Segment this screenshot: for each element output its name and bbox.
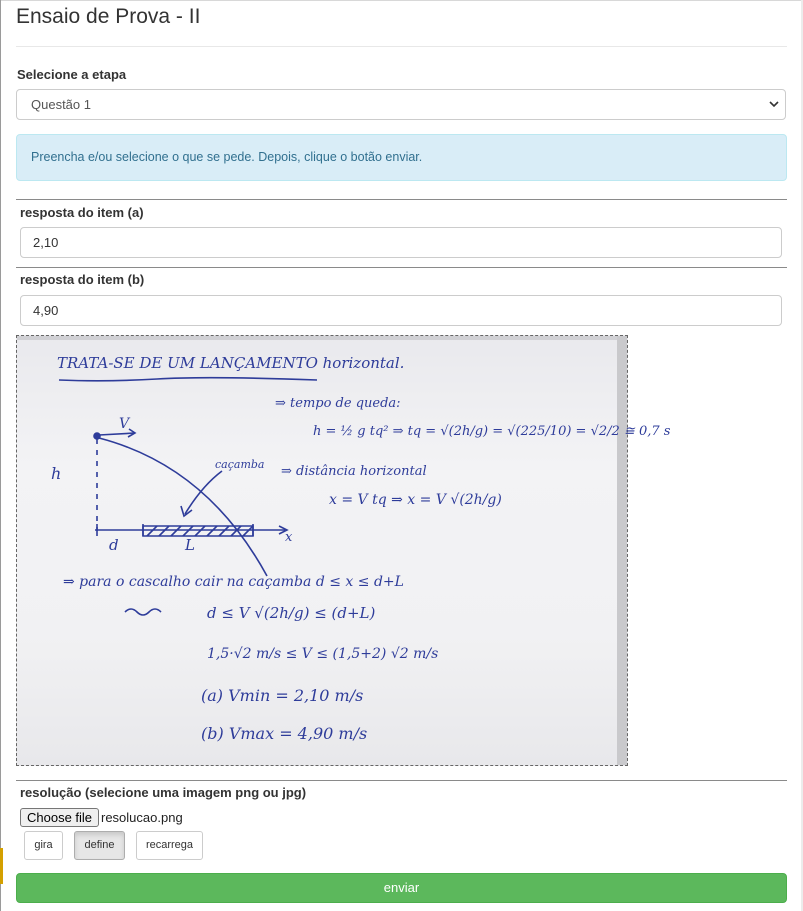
item-b-value: 4,90 (33, 303, 59, 318)
info-alert (16, 134, 787, 181)
window-left-border (0, 0, 1, 911)
sketch-label-x: x (285, 530, 293, 545)
etapa-label: Selecione a etapa (17, 67, 127, 82)
sketch-label-cacamba: caçamba (215, 458, 265, 471)
file-name: resolucao.png (101, 810, 183, 825)
alert-text: Preencha e/ou selecione o que se pede. Depois, clique o botão enviar. (31, 150, 423, 164)
sketch-line-1: TRATA-SE DE UM LANÇAMENTO horizontal. (57, 354, 405, 372)
sketch-label-h: h (51, 464, 62, 483)
sketch-line-6: ⇒ para o cascalho cair na caçamba d ≤ x ≤ d+L (63, 574, 404, 590)
reload-button[interactable]: recarrega (136, 831, 203, 860)
item-b-divider (16, 267, 787, 268)
item-a-value: 2,10 (33, 235, 59, 250)
sketch-line-10: (b) Vmax = 4,90 m/s (201, 724, 368, 743)
item-a-divider (16, 199, 787, 200)
sketch-label-l: L (185, 536, 195, 554)
define-button[interactable]: define (74, 831, 125, 860)
sketch-line-3: h = ½ g tq² ⇒ tq = √(2h/g) = √(225/10) = √2/2 ≅ 0,7 s (313, 424, 671, 439)
item-b-label: resposta do item (b) (20, 272, 145, 287)
sketch-label-v: V (119, 416, 130, 432)
resolucao-divider (16, 780, 787, 781)
item-b-input[interactable] (20, 295, 782, 326)
sketch-line-8: 1,5·√2 m/s ≤ V ≤ (1,5+2) √2 m/s (207, 646, 439, 662)
rotate-button[interactable]: gira (24, 831, 63, 860)
item-a-input[interactable] (20, 227, 782, 258)
sketch-line-2: ⇒ tempo de queda: (275, 396, 401, 411)
etapa-select[interactable] (16, 89, 786, 120)
sketch-line-5: x = V tq ⇒ x = V √(2h/g) (329, 492, 502, 508)
sketch-label-d: d (109, 536, 119, 554)
resolucao-label: resolução (selecione uma imagem png ou jpg) (20, 785, 307, 800)
chevron-down-icon (769, 99, 779, 109)
title-divider (16, 46, 787, 47)
etapa-selected-value: Questão 1 (31, 97, 91, 112)
choose-file-button[interactable]: Choose file (20, 808, 99, 827)
sketch-line-4: ⇒ distância horizontal (281, 464, 427, 479)
item-a-label: resposta do item (a) (20, 205, 144, 220)
resolution-image[interactable] (16, 335, 671, 766)
edge-marker (0, 848, 3, 884)
submit-button[interactable]: enviar (16, 873, 787, 903)
sketch-line-7: d ≤ V √(2h/g) ≤ (d+L) (207, 604, 376, 622)
sketch-line-9: (a) Vmin = 2,10 m/s (201, 686, 364, 705)
window-top-border (0, 0, 803, 1)
page-title: Ensaio de Prova - II (16, 5, 201, 28)
